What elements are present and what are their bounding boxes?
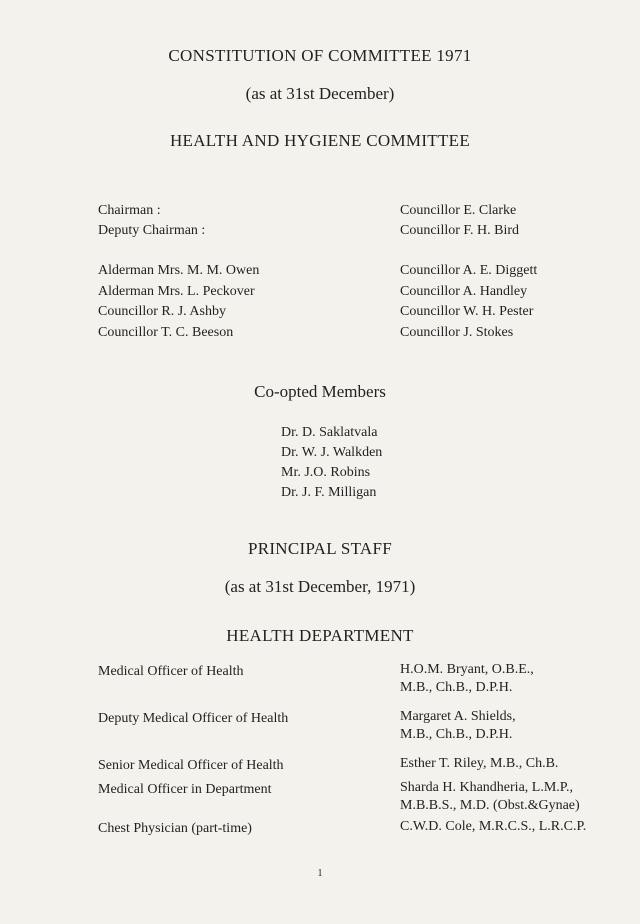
document-subtitle: (as at 31st December) [245, 84, 395, 103]
staff-name: M.B.B.S., M.D. (Obst.&Gynae) [400, 798, 580, 813]
member-right: Councillor W. H. Pester [400, 304, 534, 319]
member-right: Councillor A. Handley [400, 284, 528, 299]
deputy-chairman-role: Deputy Chairman : [98, 223, 206, 238]
member-right: Councillor J. Stokes [400, 325, 514, 340]
staff-role: Senior Medical Officer of Health [98, 758, 284, 773]
staff-name: Sharda H. Khandheria, L.M.P., [400, 780, 574, 795]
staff-heading: PRINCIPAL STAFF [247, 539, 393, 558]
staff-role: Medical Officer of Health [98, 664, 244, 679]
staff-name: M.B., Ch.B., D.P.H. [400, 680, 513, 695]
member-left: Councillor T. C. Beeson [98, 325, 234, 340]
coopted-member: Dr. J. F. Milligan [281, 485, 377, 500]
staff-name: Esther T. Riley, M.B., Ch.B. [400, 756, 559, 771]
member-left: Alderman Mrs. M. M. Owen [98, 263, 260, 278]
staff-name: H.O.M. Bryant, O.B.E., [400, 662, 534, 677]
committee-heading: HEALTH AND HYGIENE COMMITTEE [169, 131, 471, 150]
coopted-member: Dr. D. Saklatvala [281, 425, 378, 440]
staff-subtitle: (as at 31st December, 1971) [224, 577, 416, 596]
staff-role: Deputy Medical Officer of Health [98, 711, 289, 726]
coopted-member: Dr. W. J. Walkden [281, 445, 383, 460]
document-title: CONSTITUTION OF COMMITTEE 1971 [168, 46, 472, 65]
staff-role: Chest Physician (part-time) [98, 821, 252, 836]
chairman-role: Chairman : [98, 203, 161, 218]
staff-name: Margaret A. Shields, [400, 709, 516, 724]
member-left: Councillor R. J. Ashby [98, 304, 226, 319]
staff-name: M.B., Ch.B., D.P.H. [400, 727, 513, 742]
member-left: Alderman Mrs. L. Peckover [98, 284, 255, 299]
deputy-chairman-name: Councillor F. H. Bird [400, 223, 520, 238]
coopted-member: Mr. J.O. Robins [281, 465, 371, 480]
chairman-name: Councillor E. Clarke [400, 203, 517, 218]
page-number: 1 [317, 868, 323, 879]
department-heading: HEALTH DEPARTMENT [226, 626, 414, 645]
staff-name: C.W.D. Cole, M.R.C.S., L.R.C.P. [400, 819, 587, 834]
coopted-heading: Co-opted Members [254, 382, 386, 401]
staff-role: Medical Officer in Department [98, 782, 272, 797]
member-right: Councillor A. E. Diggett [400, 263, 538, 278]
